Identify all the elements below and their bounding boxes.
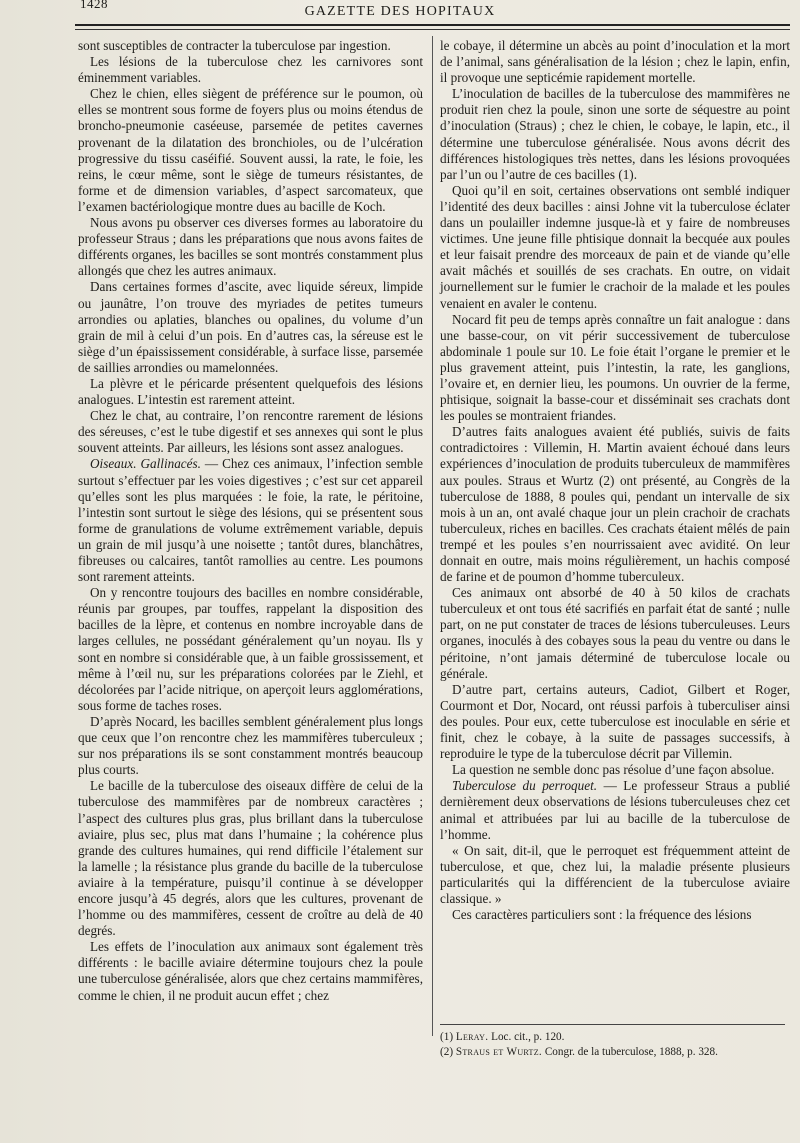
paragraph-text: On y rencontre toujours des bacilles en nombre considérable, réunis par groupes, par touffes, rappelant la disposition des bacilles de la lèpre, et contenus en nombre incroyable dans de larges cellules, ne possédant généralement qu’un noyau. Ils y sont en nombre si considérable que, à un faible grossissement, et même à l’œil nu, sur les préparations colorées par le Ziehl, et décolorées par l’acide nitrique, on aperçoit leurs agglomérations, sous forme de taches roses. bbox=[78, 585, 423, 713]
paragraph-text: Ces caractères particuliers sont : la fréquence des lésions bbox=[452, 907, 752, 923]
footnote bbox=[440, 1030, 790, 1044]
paragraph-text: — Le professeur Straus a publié dernièrement deux observations de lésions tuberculeuses chez cet animal et attribuées par lui au bacille de la tuberculose de l’homme. bbox=[440, 778, 791, 842]
paragraph bbox=[440, 86, 790, 183]
paragraph bbox=[440, 762, 790, 778]
paragraph bbox=[78, 939, 423, 1003]
paragraph bbox=[78, 215, 423, 279]
section-lead: Tuberculose du perroquet. bbox=[452, 778, 598, 794]
section-lead: Oiseaux. Gallinacés. bbox=[90, 456, 201, 472]
footnote-author: Leray. bbox=[455, 1031, 489, 1043]
paragraph-text: — Chez ces animaux, l’infection semble surtout s’effectuer par les voies digestives ; c’est sur cet appareil qu’elles sont les plus marquées : le foie, la rate, le péritoine, l’intestin sont surtout le siège des lésions, qui se présentent sous forme de granulations de volume extrêmement variable, depuis un grain de mil jusqu’à une noisette ; tantôt dures, blanchâtres, fibreuses ou calcaires, tantôt ramollies au centre. Les poumons sont rarement atteints. bbox=[78, 456, 423, 585]
paragraph-text: Les lésions de la tuberculose chez les carnivores sont éminemment variables. bbox=[78, 54, 423, 86]
paragraph-text: « On sait, dit-il, que le perroquet est fréquemment atteint de tuberculose, et que, chez lui, la maladie présente plusieurs particularités qui la différencient de la tuberculose aviaire classique. » bbox=[440, 842, 790, 906]
paragraph-text: Dans certaines formes d’ascite, avec liquide séreux, limpide ou jaunâtre, l’on trouve des myriades de petites tumeurs arrondies ou aplaties, blanches ou opalines, du volume d’un grain de mil à celui d’un pois. En d’autres cas, la séreuse est le siège d’un épaississement considérable, à surface lisse, parsemée de saillies arrondies ou mamelonnées. bbox=[78, 279, 423, 375]
paragraph bbox=[440, 312, 790, 425]
footnote-number: (1) bbox=[440, 1031, 456, 1043]
paragraph bbox=[440, 183, 790, 312]
column-divider bbox=[432, 36, 433, 1036]
footnote-reference: Loc. cit., p. 120. bbox=[488, 1031, 565, 1043]
footnote-rule bbox=[440, 1024, 785, 1025]
page-number: 1428 bbox=[80, 0, 108, 11]
paragraph bbox=[78, 778, 423, 939]
header-rule-thick bbox=[75, 24, 790, 26]
paragraph bbox=[78, 54, 423, 86]
paragraph-text: le cobaye, il détermine un abcès au point d’inoculation et la mort de l’animal, sans généralisation de la lésion ; chez le lapin, enfin, il provoque une septicémie rapidement mortelle. bbox=[440, 38, 790, 86]
paragraph-text: Les effets de l’inoculation aux animaux sont également très différents : le bacille aviaire détermine toujours chez la poule une tuberculose généralisée, alors que chez certains mammifères, comme le chien, il ne produit aucun effet ; chez bbox=[78, 939, 423, 1003]
paragraph-text: Nous avons pu observer ces diverses formes au laboratoire du professeur Straus ; dans les préparations que nous avons faites de différents organes, les bacilles se sont montrés constamment plus allongés que chez les autres animaux. bbox=[78, 215, 423, 279]
paragraph bbox=[440, 38, 790, 86]
paragraph bbox=[78, 714, 423, 778]
paragraph bbox=[78, 456, 423, 585]
paragraph-text: Le bacille de la tuberculose des oiseaux diffère de celui de la tuberculose des mammifères par de nombreux caractères ; l’aspect des cultures plus gras, plus brillant dans la tuberculose aviaire, plus sec, plus mat dans l’humaine ; la cohérence plus grande des cultures humaines, qui rend difficile l’étalement sur la lamelle ; la résistance plus grande du bacille de la tuberculose aviaire à la température, puisqu’il continue à se développer encore jusqu’à 45 degrés, alors que les cultures, provenant de l’homme ou des mammifères, cessent de croître au delà de 40 degrés. bbox=[78, 778, 423, 939]
paragraph-text: D’après Nocard, les bacilles semblent généralement plus longs que ceux que l’on rencontre chez les mammifères tuberculeux ; sur nos préparations ils se sont constamment montrés beaucoup plus courts. bbox=[78, 713, 423, 778]
footnotes bbox=[440, 1030, 790, 1060]
paragraph bbox=[440, 907, 790, 923]
paragraph-text: La plèvre et le péricarde présentent quelquefois des lésions analogues. L’intestin est rarement atteint. bbox=[78, 375, 423, 408]
left-column bbox=[78, 38, 423, 1004]
paragraph bbox=[78, 408, 423, 456]
paragraph bbox=[78, 86, 423, 215]
paragraph bbox=[78, 585, 423, 714]
paragraph-text: D’autres faits analogues avaient été publiés, suivis de faits contradictoires : Villemin, H. Martin avaient échoué dans leurs expériences d’inoculation de produits tuberculeux de mammifères aux poules. Straus et Wurtz (2) ont présenté, au Congrès de la tuberculose de 1888, 8 poules qui, pendant un intervalle de six mois à un an, ont avalé chaque jour un plein crachoir de crachats tuberculeux, riches en bacilles. Ces crachats étaient mêlés de pain trempé et les poules s’en nourrissaient avec avidité. On leur donnait en outre, mais moins régulièrement, un hachis composé de farine et de poumon d’homme tuberculeux. bbox=[440, 424, 790, 585]
paragraph-text: Chez le chien, elles siègent de préférence sur le poumon, où elles se montrent sous forme de foyers plus ou moins étendus de broncho-pneumonie caséeuse, parsemée de petites cavernes provenant de la dilatation des bronchioles, ou de l’ulcération progressive du tissu caséifié. Souvent aussi, la rate, le foie, les reins, le cœur même, sont le siège de tumeurs résistantes, de forme et de dimension variables, d’aspect sarcomateux, que l’examen bactériologique montre dues au bacille de Koch. bbox=[78, 86, 423, 214]
paragraph bbox=[78, 279, 423, 376]
paragraph-text: Nocard fit peu de temps après connaître un fait analogue : dans une basse-cour, on vit périr successivement de tuberculose abdominale 1 poule sur 10. Le foie était l’organe le premier et le plus gravement atteint, puis l’intestin, la rate, les ganglions, l’ovaire et, en dernier lieu, les poumons. Un ouvrier de la ferme, phtisique, soignait la basse-cour et disséminait ses crachats dont les poules se montraient friandes. bbox=[440, 311, 790, 424]
header-rule-thin bbox=[75, 29, 790, 30]
paragraph bbox=[440, 585, 790, 682]
footnote bbox=[440, 1045, 790, 1059]
paragraph bbox=[78, 38, 423, 54]
running-head-title: GAZETTE DES HOPITAUX bbox=[304, 4, 496, 19]
paragraph bbox=[440, 682, 790, 762]
right-column bbox=[440, 38, 790, 923]
footnote-author: Straus et Wurtz. bbox=[455, 1046, 543, 1058]
paragraph-text: Ces animaux ont absorbé de 40 à 50 kilos de crachats tuberculeux et ont tous été sacrifiés en parfait état de santé ; nulle part, on ne put constater de traces de lésions tuberculeuses. Leurs organes, inoculés à des cobayes sous la peau du ventre ou dans le péritoine, n’ont jamais déterminé de tuberculose locale ou générale. bbox=[440, 585, 790, 681]
paragraph-text: L’inoculation de bacilles de la tuberculose des mammifères ne produit rien chez la poule, sinon une sorte de séquestre au point d’inoculation (Straus) ; chez le chien, le cobaye, le lapin, etc., il détermine une tuberculose généralisée. Nous avons décrit des différences histologiques très nettes, dans les lésions provoquées par l’un ou l’autre de ces bacilles (1). bbox=[440, 86, 790, 182]
paragraph-text: sont susceptibles de contracter la tuberculose par ingestion. bbox=[78, 38, 391, 53]
paragraph-text: D’autre part, certains auteurs, Cadiot, Gilbert et Roger, Courmont et Dor, Nocard, ont réussi parfois à tuberculiser ainsi des poules. Pour eux, cette tuberculose est inoculable en série et finit, chez le cobaye, à la suite de passages successifs, à reproduire le type de la tuberculose décrit par Villemin. bbox=[440, 681, 790, 762]
paragraph-text: Chez le chat, au contraire, l’on rencontre rarement de lésions des séreuses, c’est le tube digestif et ses annexes qui sont le plus souvent atteints. Par ailleurs, les lésions sont assez analogues. bbox=[78, 408, 423, 456]
footnote-number: (2) bbox=[440, 1046, 456, 1058]
footnote-reference: Congr. de la tuberculose, 1888, p. 328. bbox=[542, 1046, 718, 1058]
paragraph bbox=[78, 376, 423, 408]
paragraph-text: Quoi qu’il en soit, certaines observations ont semblé indiquer l’identité des deux bacilles : ainsi Johne vit la tuberculose éclater dans un poulailler indemne jusque-là et y faire de nombreuses victimes. Une jeune fille phtisique donnait la becquée aux poules et leur faisait prendre des morceaux de pain et de viande qu’elle avait mâchés et souillés de ses crachats. En outre, on vidait journellement sur le fumier le crachoir de la malade et les poules venaient en avaler le contenu. bbox=[440, 182, 790, 311]
paragraph-text: La question ne semble donc pas résolue d’une façon absolue. bbox=[452, 762, 775, 778]
paragraph bbox=[440, 843, 790, 907]
paragraph bbox=[440, 778, 790, 842]
paragraph bbox=[440, 424, 790, 585]
